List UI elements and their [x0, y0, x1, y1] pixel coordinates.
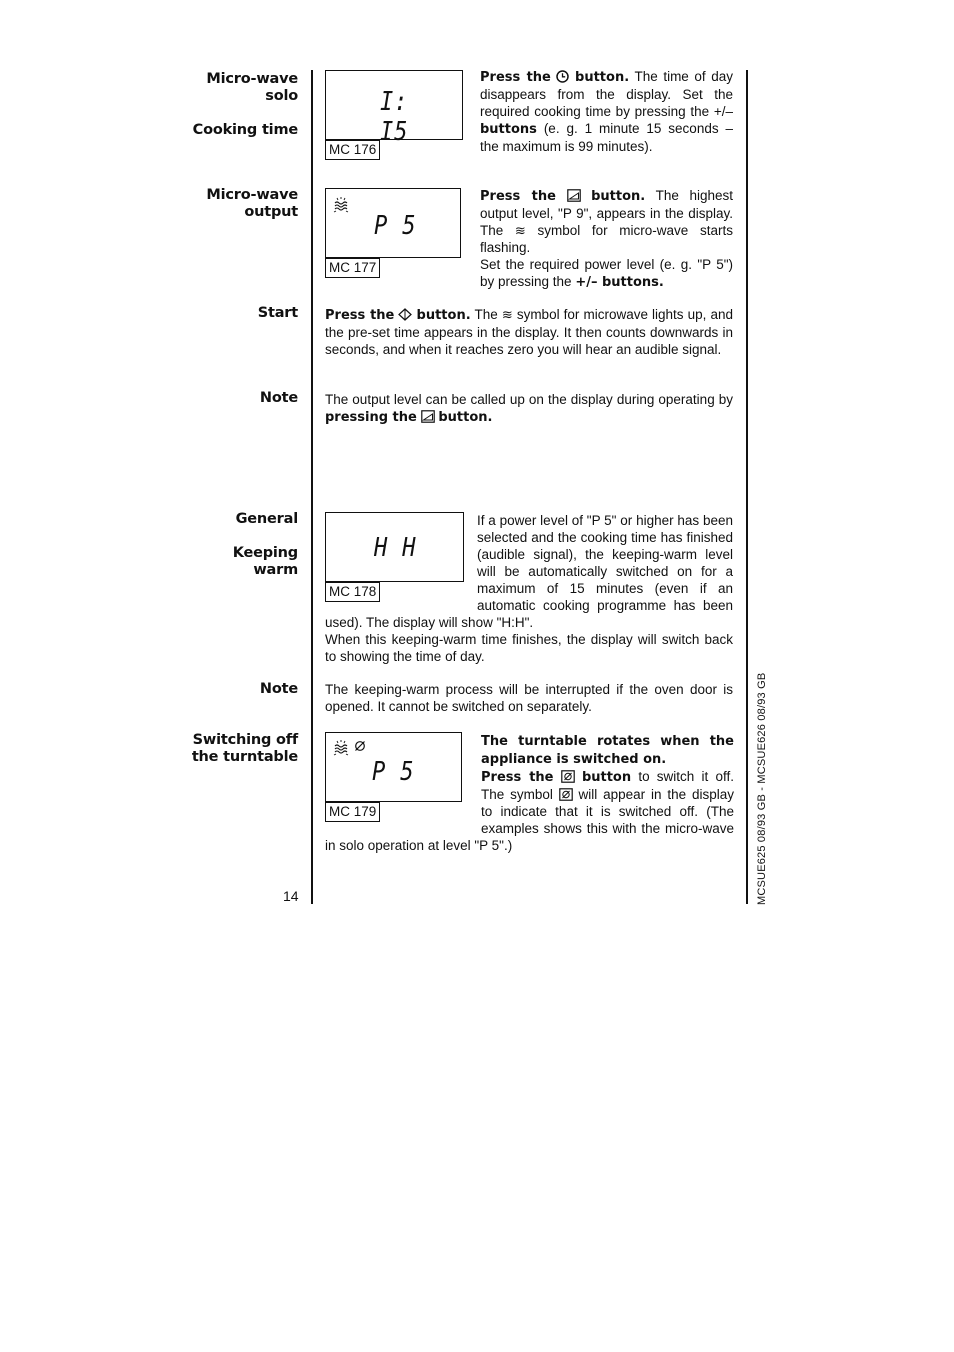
figure-label-mc177: MC 177: [325, 258, 380, 278]
paragraph-start: Press the button. The ≋ symbol for microwave lights up, and the pre-set time appears in the display. It then counts downwards in seconds, and when it reaches zero you will hear an audible signal.: [325, 307, 733, 357]
paragraph-microwave-output: Press the button. The highest output level, "P 9", appears in the display. The ≋ symbol for micro-wave starts flashing. Set the required power level (e. g. "P 5") by pressing the +/– buttons.: [480, 188, 733, 290]
clock-button-icon: [556, 70, 569, 83]
paragraph-keeping-warm: If a power level of "P 5" or higher has been selected and the cooking time has finished (audible signal), the keeping-warm level will be automatically switched on for a maximum of 15 minutes (even if an automatic cooking programme has been used). The display will show "H:H". When this keeping-warm time finishes, the display will switch back to showing the time of day.: [325, 513, 733, 664]
heading-start: Start: [257, 305, 298, 321]
power-level-button-icon: [567, 189, 581, 202]
lcd-readout: H H: [374, 533, 417, 563]
heading-microwave-solo: Micro-wave solo: [206, 71, 298, 104]
heading-switching-off-turntable: Switching off the turntable: [191, 732, 298, 765]
power-level-button-icon: [421, 410, 435, 423]
right-margin-rule: [746, 70, 748, 904]
side-document-code: MCSUE625 08/93 GB - MCSUE626 08/93 GB: [756, 672, 768, 905]
paragraph-cooking-time: Press the button. The time of day disappears from the display. Set the required cooking time by pressing the +/– buttons (e. g. 1 minute 15 seconds – the maximum is 99 minutes).: [480, 69, 733, 154]
heading-microwave-output: Micro-wave output: [206, 187, 298, 220]
display-figure-mc177: [325, 188, 461, 258]
lcd-readout: P 5: [374, 211, 417, 241]
page-number: 14: [283, 888, 299, 904]
heading-note-1: Note: [259, 390, 298, 406]
paragraph-note-1: The output level can be called up on the display during operating by pressing the button.: [325, 392, 733, 425]
heading-keeping-warm: Keeping warm: [232, 545, 298, 578]
start-button-icon: [398, 308, 412, 321]
lcd-readout: I: I5: [380, 87, 409, 147]
figure-label-mc176: MC 176: [325, 140, 380, 160]
figure-label-mc179: MC 179: [325, 802, 380, 822]
turntable-button-icon: [559, 788, 573, 801]
microwave-flashing-icon: [332, 195, 354, 215]
turntable-button-icon: [561, 770, 575, 783]
heading-general: General: [235, 511, 298, 527]
microwave-symbol-icon: ≋: [501, 307, 513, 322]
display-figure-mc176: [325, 70, 463, 147]
microwave-symbol-icon: ≋: [514, 223, 526, 238]
figure-label-mc178: MC 178: [325, 582, 380, 602]
lcd-readout: P 5: [372, 757, 415, 787]
figure-wrap-spacer: [325, 732, 481, 834]
paragraph-note-2: The keeping-warm process will be interrupted if the oven door is opened. It cannot be switched on separately.: [325, 682, 733, 714]
paragraph-turntable: The turntable rotates when the appliance is switched on. Press the button to switch it off. The symbol will appear in the display to indicate that it is switched off. (The examples shows this with the micro-wave in solo operation at level "P 5".): [325, 734, 734, 853]
left-margin-rule: [311, 70, 313, 904]
heading-cooking-time: Cooking time: [192, 122, 298, 138]
heading-note-2: Note: [259, 681, 298, 697]
figure-wrap-spacer: [325, 512, 477, 614]
